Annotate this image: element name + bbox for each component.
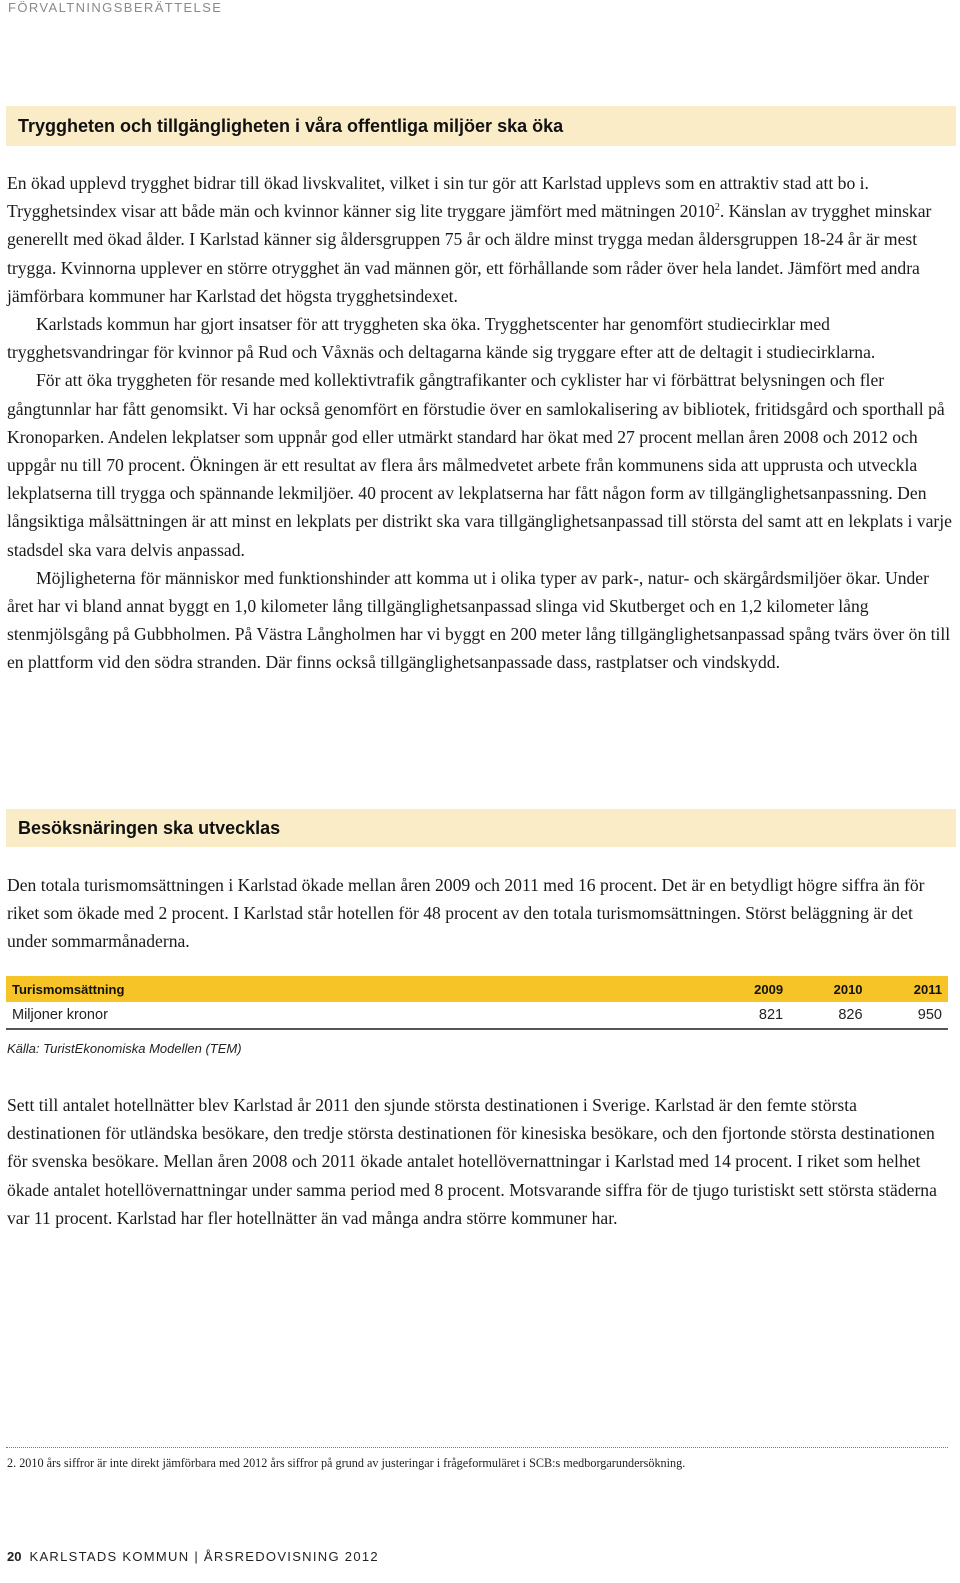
section-body-tourism-cont [7,1091,953,1232]
paragraph: Karlstads kommun har gjort insatser för att tryggheten ska öka. Trygghetscenter har genomfört studiecirklar med trygghetsvandringar för kvinnor på Rud och Våxnäs och deltagarna kände sig tryggare efter att de deltagit i studiecirklarna. [7,314,876,363]
table-source: Källa: TuristEkonomiska Modellen (TEM) [7,1041,242,1056]
table-row [6,1002,948,1029]
table-cell: 821 [710,1002,789,1029]
section-body-tourism [7,871,953,956]
paragraph: Sett till antalet hotellnätter blev Karlstad år 2011 den sjunde största destinationen i Sverige. Karlstad är den femte största destinationen för utländska besökare, den tredje största destinationen för kinesiska besökare, och den fjortonde största destinationen för svenska besökare. Mellan åren 2008 och 2011 ökade antalet hotellövernattningar i Karlstad med 14 procent. I riket som helhet ökade antalet hotellövernattningar under samma period med 8 procent. Motsvarande siffra för de tjugo turistiskt sett största städerna var 11 procent. Karlstad har fler hotellnätter än vad många andra större kommuner har. [7,1095,937,1228]
publication-title: KARLSTADS KOMMUN | ÅRSREDOVISNING 2012 [29,1549,379,1564]
paragraph: För att öka tryggheten för resande med kollektivtrafik gångtrafikanter och cyklister har vi förbättrat belysningen och fler gångtunnlar har fått genomsikt. Vi har också genomfört en förstudie över en samlokalisering av bibliotek, fritidsgård och sporthall på Kronoparken. Andelen lekplatser som uppnår god eller utmärkt standard har ökat med 27 procent mellan åren 2008 och 2012 och uppgår nu till 70 procent. Ökningen är ett resultat av flera års målmedvetet arbete från kommunens sida att upprusta och utveckla lekplatserna till trygga och spännande lekmiljöer. 40 procent av lekplatserna har fått någon form av tillgänglighetsanpassning. Den långsiktiga målsättningen är att minst en lekplats per distrikt ska vara tillgänglighetsanpassad till största del samt att en lekplats i varje stadsdel ska vara delvis anpassad. [7,370,952,560]
footnote: 2. 2010 års siffror är inte direkt jämförbara med 2012 års siffror på grund av justeringar i frågeformuläret i SCB:s medborgarundersökning. [7,1456,686,1470]
running-head: FÖRVALTNINGSBERÄTTELSE [8,0,223,15]
page-number: 20 [7,1549,22,1564]
table-header-label: Turismomsättning [6,976,710,1002]
section-heading-safety: Tryggheten och tillgängligheten i våra offentliga miljöer ska öka [6,106,956,146]
footnote-ref: 2 [714,202,720,214]
table-cell: 950 [869,1002,948,1029]
table-row-label: Miljoner kronor [6,1002,710,1029]
table-header-year: 2010 [789,976,868,1002]
section-body-safety [7,169,953,677]
paragraph: Den totala turismomsättningen i Karlstad ökade mellan åren 2009 och 2011 med 16 procent. Det är en betydligt högre siffra än för riket som ökade med 2 procent. I Karlstad står hotellen för 48 procent av den totala turismomsättningen. Störst beläggning är det under sommarmånaderna. [7,875,925,952]
page-footer [7,1549,379,1564]
table-header-year: 2011 [869,976,948,1002]
footnote-divider [6,1447,948,1448]
section-heading-tourism: Besöksnäringen ska utvecklas [6,809,956,847]
table-header-row [6,976,948,1002]
paragraph: Möjligheterna för människor med funktionshinder att komma ut i olika typer av park-, natur- och skärgårdsmiljöer ökar. Under året har vi bland annat byggt en 1,0 kilometer lång tillgänglighetsanpassad slinga vid Skutberget och en 1,2 kilometer lång stenmjölsgång på Gubbholmen. På Västra Långholmen har vi byggt en 200 meter lång tillgänglighetsanpassad spång tvärs över ön till en plattform vid den södra stranden. Där finns också tillgänglighetsanpassade dass, rastplatser och vindskydd. [7,567,951,673]
paragraph: En ökad upplevd trygghet bidrar till ökad livskvalitet, vilket i sin tur gör att Karlstad upplevs som en attraktiv stad att bo i. Trygghetsindex visar att både män och kvinnor känner sig lite tryggare jämfört med mätningen 2010$^2$. Känslan av trygghet minskar generellt med ökad ålder. I Karlstad känner sig åldersgruppen 75 år och äldre minst trygga medan åldersgruppen 18-24 år är mest trygga. Kvinnorna upplever en större otrygghet än vad männen gör, ett förhållande som råder över hela landet. Jämfört med andra jämförbara kommuner har Karlstad det högsta trygghetsindexet. [7,173,932,306]
table-header-year: 2009 [710,976,789,1002]
tourism-table [6,976,948,1030]
table-cell: 826 [789,1002,868,1029]
